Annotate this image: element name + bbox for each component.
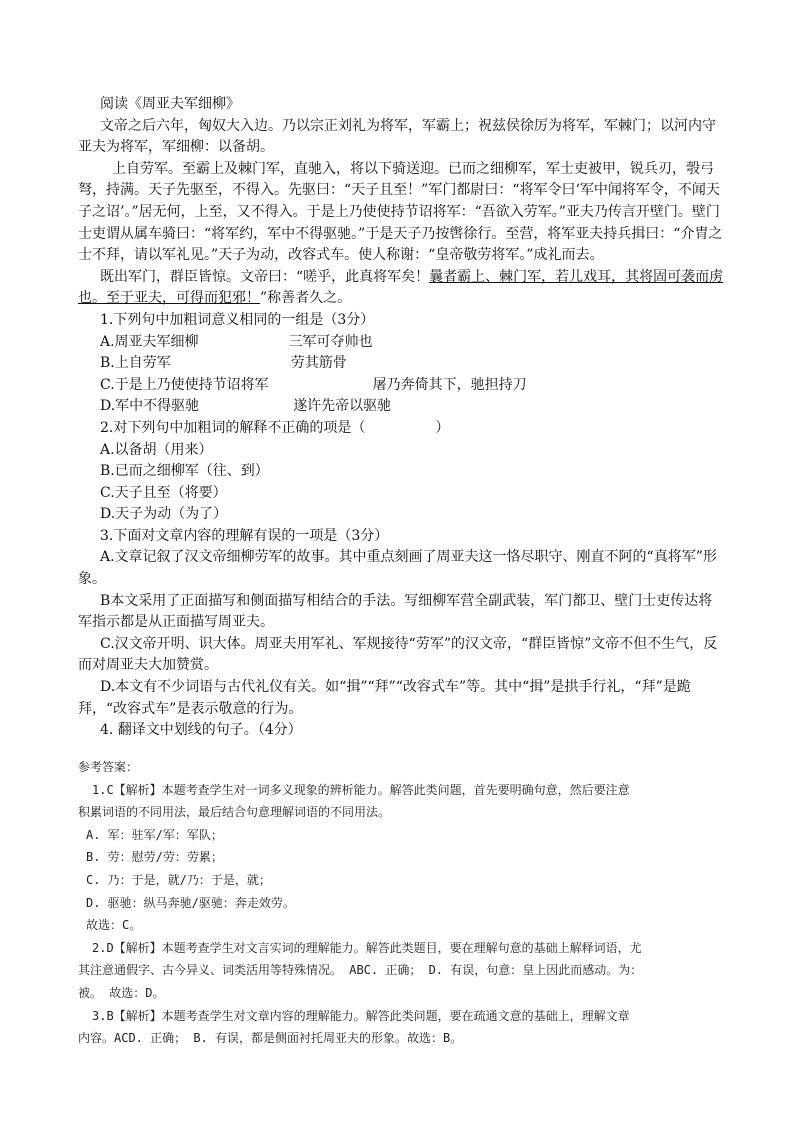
- q2-option-a: A.以备胡（用来）: [100, 441, 213, 458]
- q2-option-d: D.天子为动（为了）: [100, 506, 228, 523]
- q1-b-left: B.上自劳军: [100, 355, 171, 372]
- answer-2-line-1: 2.D【解析】本题考查学生对文言实词的理解能力。解答此类题目，要在理解句意的基础上解释词语，尤: [92, 940, 642, 955]
- q1-c-left: C.于是上乃使使持节诏将军: [100, 376, 269, 393]
- question-1-stem: 1.下列句中加粗词意义相同的一组是（3分）: [100, 311, 375, 328]
- question-3-stem: 3.下面对文章内容的理解有误的一项是（3分）: [100, 527, 389, 544]
- answer-1-item-b: B. 劳：慰劳/劳：劳累；: [86, 850, 223, 865]
- answer-1-item-c: C. 乃：于是，就/乃：于是，就；: [86, 872, 271, 887]
- answer-heading: 参考答案：: [78, 760, 139, 774]
- q3-option-b: B本文采用了正面描写和侧面描写相结合的手法。写细柳军营全副武装，军门都卫、壁门士吏传达将军指示都是从正面描写周亚夫。: [78, 592, 713, 631]
- passage-paragraph-2: 上自劳军。至霸上及棘门军，直驰入，将以下骑送迎。已而之细柳军，军士吏被甲，锐兵刃，彀弓弩，持满。天子先驱至，不得入。先驱曰：“天子且至！”军门都尉曰：“将军令曰‘军中闻将军令，不闻天子之诏’。”居无何，上至，又不得入。于是上乃使使持节诏将军：“吾欲入劳军。”亚夫乃传言开壁门。壁门士吏谓从属车骑曰：“将军约，军中不得驱驰。”于是天子乃按辔徐行。至营，将军亚夫持兵揖曰：“介胄之士不拜，请以军礼见。”天子为动，改容式车。使人称谢：“皇帝敬劳将军。”成礼而去。: [78, 160, 723, 264]
- passage-paragraph-1: 文帝之后六年，匈奴大入边。乃以宗正刘礼为将军，军霸上；祝兹侯徐厉为将军，军棘门；以河内守亚夫为将军，军细柳：以备胡。: [78, 117, 716, 156]
- paragraph-3-text: 既出军门，群臣皆惊。文帝曰：“嗟乎，此真将军矣！: [100, 268, 430, 285]
- q1-a-left: A.周亚夫军细柳: [100, 333, 199, 350]
- q3-option-d: D.本文有不少词语与古代礼仪有关。如“揖”“拜”“改容式车”等。其中“揖”是拱手行礼，“拜”是跪拜，“改容式车”是表示敬意的行为。: [78, 679, 691, 717]
- q1-c-right: 屠乃奔倚其下，驰担持刀: [372, 376, 527, 393]
- q1-a-right: 三军可夺帅也: [288, 333, 373, 350]
- answer-1-conclusion: 故选：C。: [86, 918, 142, 933]
- answer-1-line-1: 1.C【解析】本题考查学生对一词多义现象的辨析能力。解答此类问题，首先要明确句意，然后要注意: [92, 782, 630, 797]
- passage-title: 阅读《周亚夫军细柳》: [100, 96, 240, 112]
- q1-option-c: [78, 375, 726, 397]
- answer-2-line-2: 其注意通假字、古今异义、词类活用等特殊情况。 ABC. 正确； D. 有误，句意：皇上因此而感动。为：: [78, 963, 643, 978]
- answer-2-line-3: 被。 故选：D。: [78, 985, 165, 1000]
- q1-d-right: 遂许先帝以驱驰: [293, 398, 392, 415]
- passage-paragraph-3: [78, 267, 726, 310]
- answer-1-line-2: 积累词语的不同用法，最后结合句意理解词语的不同用法。: [78, 805, 391, 820]
- q1-b-right: 劳其筋骨: [290, 355, 347, 372]
- answer-3-line-1: 3.B【解析】本题考查学生对文章内容的理解能力。解答此类问题，要在疏通文意的基础上，理解文章: [92, 1008, 630, 1023]
- answer-3-line-2: 内容。ACD. 正确； B. 有误，都是侧面衬托周亚夫的形象。故选：B。: [78, 1031, 463, 1046]
- q1-option-d: [78, 396, 726, 418]
- answer-section: [78, 756, 726, 1050]
- paragraph-3-end: ”称善者久之。: [260, 290, 352, 307]
- q3-option-a: A.文章记叙了汉文帝细柳劳军的故事。其中重点刻画了周亚夫这一恪尽职守、刚直不阿的“真将军”形象。: [78, 549, 717, 588]
- answer-1-item-d: D. 驱驰：纵马奔驰/驱驰：奔走效劳。: [86, 895, 295, 910]
- q1-option-b: [78, 353, 726, 375]
- q2-option-c: C.天子且至（将要）: [100, 484, 227, 501]
- q3-option-c: C.汉文帝开明、识大体。周亚夫用军礼、军规接待“劳军”的汉文帝，“群臣皆惊”文帝不但不生气，反而对周亚夫大加赞赏。: [78, 635, 718, 674]
- q2-stem-end: ）: [435, 419, 450, 436]
- answer-1-item-a: A. 军：驻军/军：军队；: [86, 827, 223, 842]
- q2-option-b: B.已而之细柳军（往、到）: [100, 463, 269, 480]
- passage-and-questions: [78, 94, 726, 742]
- q2-stem-text: 2.对下列句中加粗词的解释不正确的项是（: [100, 419, 366, 436]
- underlined-sentence: 曩者霸上、棘门军，若儿戏耳，其将固可袭而虏也。至于亚夫，可得而犯邪！: [78, 268, 724, 307]
- question-4-stem: 4. 翻译文中划线的句子。（4分）: [100, 722, 302, 739]
- q1-option-a: [78, 332, 726, 354]
- q1-d-left: D.军中不得驱驰: [100, 398, 200, 415]
- question-2-stem: [78, 418, 726, 440]
